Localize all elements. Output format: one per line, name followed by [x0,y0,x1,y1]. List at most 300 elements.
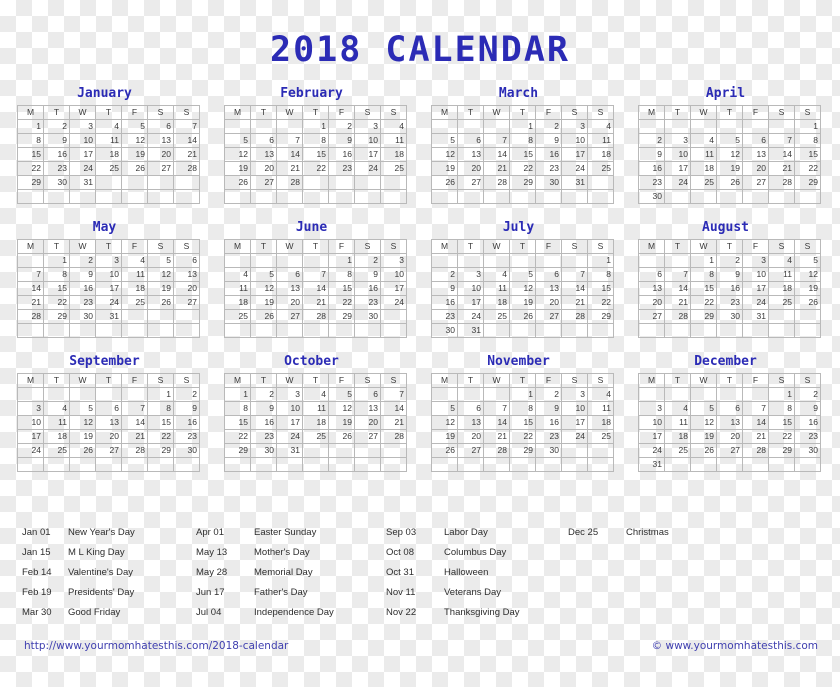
day-cell[interactable]: 27 [277,310,303,324]
day-cell[interactable]: 27 [96,444,122,458]
day-cell[interactable] [277,254,303,268]
day-cell[interactable]: 17 [355,148,381,162]
day-cell[interactable] [70,388,96,402]
day-cell[interactable]: 23 [717,296,743,310]
day-cell[interactable]: 31 [562,176,588,190]
day-cell[interactable] [44,458,70,472]
day-cell[interactable]: 8 [329,268,355,282]
day-cell[interactable]: 17 [18,430,44,444]
day-cell[interactable]: 22 [329,296,355,310]
day-cell[interactable] [174,190,200,204]
day-cell[interactable] [717,324,743,338]
day-cell[interactable]: 24 [277,430,303,444]
day-cell[interactable]: 3 [639,402,665,416]
day-cell[interactable]: 4 [225,268,251,282]
day-cell[interactable]: 4 [691,134,717,148]
day-cell[interactable]: 18 [769,282,795,296]
day-cell[interactable] [225,458,251,472]
day-cell[interactable]: 15 [588,282,614,296]
day-cell[interactable] [277,324,303,338]
day-cell[interactable] [329,176,355,190]
day-cell[interactable]: 16 [355,282,381,296]
day-cell[interactable] [665,254,691,268]
day-cell[interactable]: 17 [277,416,303,430]
day-cell[interactable]: 16 [432,296,458,310]
day-cell[interactable]: 29 [691,310,717,324]
day-cell[interactable]: 11 [691,148,717,162]
day-cell[interactable]: 21 [665,296,691,310]
day-cell[interactable]: 30 [717,310,743,324]
day-cell[interactable]: 22 [510,162,536,176]
day-cell[interactable]: 26 [691,444,717,458]
day-cell[interactable]: 25 [588,162,614,176]
day-cell[interactable] [484,120,510,134]
day-cell[interactable] [458,190,484,204]
day-cell[interactable] [769,324,795,338]
day-cell[interactable] [639,388,665,402]
day-cell[interactable] [303,190,329,204]
day-cell[interactable]: 24 [562,430,588,444]
day-cell[interactable] [484,254,510,268]
day-cell[interactable]: 29 [769,444,795,458]
day-cell[interactable] [96,388,122,402]
day-cell[interactable]: 16 [44,148,70,162]
day-cell[interactable]: 28 [277,176,303,190]
day-cell[interactable]: 22 [588,296,614,310]
day-cell[interactable]: 11 [303,402,329,416]
day-cell[interactable]: 28 [665,310,691,324]
day-cell[interactable]: 9 [329,134,355,148]
day-cell[interactable] [174,310,200,324]
day-cell[interactable]: 11 [588,134,614,148]
day-cell[interactable]: 30 [536,444,562,458]
day-cell[interactable]: 9 [536,402,562,416]
day-cell[interactable]: 8 [795,134,821,148]
day-cell[interactable]: 20 [536,296,562,310]
day-cell[interactable] [381,324,407,338]
day-cell[interactable]: 3 [562,388,588,402]
day-cell[interactable]: 21 [484,430,510,444]
day-cell[interactable]: 16 [251,416,277,430]
day-cell[interactable] [251,458,277,472]
day-cell[interactable] [484,458,510,472]
day-cell[interactable] [665,388,691,402]
day-cell[interactable]: 13 [96,416,122,430]
day-cell[interactable]: 16 [639,162,665,176]
day-cell[interactable]: 13 [251,148,277,162]
day-cell[interactable]: 3 [743,254,769,268]
day-cell[interactable]: 2 [639,134,665,148]
day-cell[interactable]: 25 [381,162,407,176]
day-cell[interactable]: 4 [381,120,407,134]
day-cell[interactable] [44,190,70,204]
day-cell[interactable] [588,176,614,190]
day-cell[interactable]: 19 [122,148,148,162]
day-cell[interactable]: 13 [174,268,200,282]
day-cell[interactable] [432,190,458,204]
day-cell[interactable]: 29 [148,444,174,458]
day-cell[interactable]: 12 [122,134,148,148]
day-cell[interactable]: 18 [381,148,407,162]
day-cell[interactable] [96,176,122,190]
day-cell[interactable]: 4 [769,254,795,268]
day-cell[interactable]: 3 [277,388,303,402]
day-cell[interactable]: 2 [251,388,277,402]
day-cell[interactable]: 26 [122,162,148,176]
day-cell[interactable] [588,324,614,338]
day-cell[interactable]: 22 [691,296,717,310]
day-cell[interactable]: 6 [277,268,303,282]
day-cell[interactable]: 26 [795,296,821,310]
day-cell[interactable] [665,458,691,472]
day-cell[interactable] [174,176,200,190]
day-cell[interactable] [355,444,381,458]
day-cell[interactable]: 14 [562,282,588,296]
day-cell[interactable] [96,458,122,472]
day-cell[interactable] [769,458,795,472]
day-cell[interactable]: 8 [510,134,536,148]
day-cell[interactable] [329,324,355,338]
day-cell[interactable] [769,190,795,204]
day-cell[interactable]: 5 [122,120,148,134]
day-cell[interactable]: 30 [355,310,381,324]
day-cell[interactable]: 10 [381,268,407,282]
day-cell[interactable]: 28 [174,162,200,176]
day-cell[interactable]: 6 [148,120,174,134]
day-cell[interactable]: 29 [18,176,44,190]
day-cell[interactable]: 19 [70,430,96,444]
day-cell[interactable]: 10 [639,416,665,430]
day-cell[interactable] [96,190,122,204]
day-cell[interactable]: 9 [717,268,743,282]
day-cell[interactable]: 11 [769,268,795,282]
day-cell[interactable]: 6 [717,402,743,416]
day-cell[interactable] [795,310,821,324]
day-cell[interactable]: 4 [122,254,148,268]
day-cell[interactable]: 16 [795,416,821,430]
day-cell[interactable]: 26 [717,176,743,190]
day-cell[interactable]: 28 [484,176,510,190]
day-cell[interactable] [458,120,484,134]
day-cell[interactable]: 4 [96,120,122,134]
day-cell[interactable] [639,254,665,268]
day-cell[interactable]: 19 [148,282,174,296]
day-cell[interactable]: 20 [355,416,381,430]
day-cell[interactable]: 12 [225,148,251,162]
day-cell[interactable]: 11 [484,282,510,296]
day-cell[interactable] [329,190,355,204]
day-cell[interactable]: 23 [795,430,821,444]
day-cell[interactable]: 12 [251,282,277,296]
day-cell[interactable]: 10 [70,134,96,148]
day-cell[interactable]: 7 [562,268,588,282]
day-cell[interactable]: 27 [251,176,277,190]
day-cell[interactable] [381,176,407,190]
day-cell[interactable] [122,190,148,204]
day-cell[interactable] [355,190,381,204]
day-cell[interactable]: 7 [122,402,148,416]
day-cell[interactable] [691,458,717,472]
day-cell[interactable] [743,120,769,134]
day-cell[interactable]: 2 [432,268,458,282]
day-cell[interactable] [743,190,769,204]
day-cell[interactable] [303,254,329,268]
day-cell[interactable]: 19 [795,282,821,296]
day-cell[interactable]: 25 [588,430,614,444]
day-cell[interactable]: 30 [432,324,458,338]
day-cell[interactable] [717,120,743,134]
day-cell[interactable]: 11 [381,134,407,148]
day-cell[interactable]: 26 [251,310,277,324]
day-cell[interactable]: 30 [44,176,70,190]
day-cell[interactable]: 31 [70,176,96,190]
day-cell[interactable] [70,190,96,204]
day-cell[interactable]: 22 [225,430,251,444]
day-cell[interactable]: 8 [148,402,174,416]
day-cell[interactable]: 28 [769,176,795,190]
day-cell[interactable]: 29 [510,444,536,458]
day-cell[interactable]: 1 [795,120,821,134]
day-cell[interactable]: 23 [536,430,562,444]
day-cell[interactable]: 21 [743,430,769,444]
day-cell[interactable] [510,324,536,338]
day-cell[interactable]: 3 [458,268,484,282]
day-cell[interactable] [381,190,407,204]
day-cell[interactable]: 22 [18,162,44,176]
day-cell[interactable]: 17 [665,162,691,176]
day-cell[interactable]: 30 [251,444,277,458]
day-cell[interactable] [484,388,510,402]
day-cell[interactable]: 6 [536,268,562,282]
day-cell[interactable] [510,190,536,204]
day-cell[interactable]: 8 [691,268,717,282]
day-cell[interactable]: 28 [122,444,148,458]
day-cell[interactable]: 29 [510,176,536,190]
day-cell[interactable]: 13 [639,282,665,296]
day-cell[interactable]: 8 [44,268,70,282]
day-cell[interactable]: 19 [225,162,251,176]
day-cell[interactable]: 9 [432,282,458,296]
day-cell[interactable]: 5 [795,254,821,268]
day-cell[interactable]: 5 [70,402,96,416]
day-cell[interactable]: 15 [510,148,536,162]
day-cell[interactable]: 27 [458,444,484,458]
day-cell[interactable]: 1 [510,388,536,402]
day-cell[interactable] [691,120,717,134]
day-cell[interactable]: 15 [691,282,717,296]
day-cell[interactable]: 29 [329,310,355,324]
day-cell[interactable]: 19 [510,296,536,310]
day-cell[interactable] [717,388,743,402]
day-cell[interactable]: 20 [174,282,200,296]
day-cell[interactable]: 7 [174,120,200,134]
day-cell[interactable]: 18 [44,430,70,444]
day-cell[interactable]: 19 [432,430,458,444]
day-cell[interactable]: 15 [510,416,536,430]
day-cell[interactable]: 25 [122,296,148,310]
day-cell[interactable]: 13 [355,402,381,416]
day-cell[interactable]: 7 [743,402,769,416]
day-cell[interactable]: 26 [510,310,536,324]
day-cell[interactable]: 29 [588,310,614,324]
day-cell[interactable]: 12 [329,402,355,416]
day-cell[interactable]: 22 [303,162,329,176]
day-cell[interactable]: 8 [588,268,614,282]
day-cell[interactable]: 18 [588,416,614,430]
day-cell[interactable]: 10 [277,402,303,416]
day-cell[interactable]: 6 [639,268,665,282]
day-cell[interactable]: 10 [355,134,381,148]
day-cell[interactable]: 28 [562,310,588,324]
day-cell[interactable]: 1 [225,388,251,402]
day-cell[interactable]: 2 [70,254,96,268]
day-cell[interactable] [122,324,148,338]
day-cell[interactable]: 11 [225,282,251,296]
day-cell[interactable]: 6 [251,134,277,148]
day-cell[interactable]: 13 [743,148,769,162]
day-cell[interactable]: 8 [303,134,329,148]
day-cell[interactable] [122,310,148,324]
day-cell[interactable]: 26 [432,176,458,190]
day-cell[interactable]: 4 [484,268,510,282]
day-cell[interactable] [510,254,536,268]
day-cell[interactable]: 26 [70,444,96,458]
day-cell[interactable] [562,458,588,472]
day-cell[interactable] [303,444,329,458]
day-cell[interactable] [588,458,614,472]
day-cell[interactable] [562,190,588,204]
day-cell[interactable] [18,324,44,338]
day-cell[interactable]: 29 [44,310,70,324]
day-cell[interactable] [795,190,821,204]
day-cell[interactable] [381,444,407,458]
day-cell[interactable]: 11 [665,416,691,430]
day-cell[interactable]: 16 [70,282,96,296]
day-cell[interactable]: 28 [381,430,407,444]
day-cell[interactable]: 14 [484,148,510,162]
day-cell[interactable]: 21 [769,162,795,176]
day-cell[interactable]: 21 [18,296,44,310]
day-cell[interactable]: 24 [18,444,44,458]
day-cell[interactable]: 24 [458,310,484,324]
day-cell[interactable]: 31 [458,324,484,338]
day-cell[interactable]: 27 [174,296,200,310]
day-cell[interactable] [148,458,174,472]
day-cell[interactable]: 18 [691,162,717,176]
day-cell[interactable]: 5 [225,134,251,148]
day-cell[interactable]: 20 [743,162,769,176]
day-cell[interactable]: 25 [225,310,251,324]
day-cell[interactable] [536,254,562,268]
day-cell[interactable]: 24 [665,176,691,190]
day-cell[interactable]: 10 [458,282,484,296]
day-cell[interactable]: 7 [484,134,510,148]
day-cell[interactable] [484,324,510,338]
day-cell[interactable]: 14 [381,402,407,416]
day-cell[interactable]: 7 [769,134,795,148]
day-cell[interactable]: 16 [174,416,200,430]
day-cell[interactable]: 23 [329,162,355,176]
day-cell[interactable]: 27 [355,430,381,444]
day-cell[interactable]: 1 [691,254,717,268]
day-cell[interactable] [148,310,174,324]
day-cell[interactable]: 5 [510,268,536,282]
day-cell[interactable]: 13 [458,416,484,430]
day-cell[interactable] [432,458,458,472]
day-cell[interactable]: 31 [96,310,122,324]
day-cell[interactable]: 17 [96,282,122,296]
day-cell[interactable]: 23 [639,176,665,190]
day-cell[interactable]: 6 [355,388,381,402]
day-cell[interactable]: 13 [148,134,174,148]
day-cell[interactable]: 1 [303,120,329,134]
day-cell[interactable]: 31 [743,310,769,324]
day-cell[interactable]: 2 [536,120,562,134]
day-cell[interactable]: 9 [536,134,562,148]
day-cell[interactable]: 6 [458,402,484,416]
day-cell[interactable]: 22 [510,430,536,444]
day-cell[interactable]: 20 [277,296,303,310]
day-cell[interactable] [225,120,251,134]
day-cell[interactable] [691,190,717,204]
day-cell[interactable]: 27 [639,310,665,324]
day-cell[interactable] [251,254,277,268]
day-cell[interactable]: 23 [355,296,381,310]
day-cell[interactable]: 8 [510,402,536,416]
day-cell[interactable]: 16 [536,148,562,162]
day-cell[interactable]: 9 [70,268,96,282]
day-cell[interactable]: 25 [303,430,329,444]
day-cell[interactable]: 23 [70,296,96,310]
day-cell[interactable]: 18 [96,148,122,162]
day-cell[interactable]: 3 [381,254,407,268]
day-cell[interactable]: 11 [588,402,614,416]
day-cell[interactable]: 27 [148,162,174,176]
day-cell[interactable]: 12 [148,268,174,282]
day-cell[interactable] [122,458,148,472]
day-cell[interactable] [639,324,665,338]
day-cell[interactable]: 2 [329,120,355,134]
day-cell[interactable]: 12 [795,268,821,282]
day-cell[interactable]: 18 [665,430,691,444]
day-cell[interactable] [510,458,536,472]
day-cell[interactable]: 26 [148,296,174,310]
day-cell[interactable] [148,190,174,204]
day-cell[interactable]: 12 [510,282,536,296]
day-cell[interactable]: 24 [96,296,122,310]
day-cell[interactable] [148,324,174,338]
day-cell[interactable]: 8 [769,402,795,416]
day-cell[interactable]: 30 [639,190,665,204]
day-cell[interactable]: 3 [70,120,96,134]
day-cell[interactable] [174,458,200,472]
day-cell[interactable] [769,310,795,324]
day-cell[interactable] [44,388,70,402]
day-cell[interactable]: 9 [251,402,277,416]
day-cell[interactable] [795,458,821,472]
day-cell[interactable] [355,324,381,338]
day-cell[interactable] [665,190,691,204]
day-cell[interactable]: 21 [562,296,588,310]
day-cell[interactable]: 4 [588,120,614,134]
day-cell[interactable]: 23 [432,310,458,324]
day-cell[interactable]: 3 [355,120,381,134]
day-cell[interactable]: 14 [769,148,795,162]
day-cell[interactable] [795,324,821,338]
day-cell[interactable]: 7 [303,268,329,282]
day-cell[interactable]: 30 [174,444,200,458]
day-cell[interactable]: 25 [96,162,122,176]
